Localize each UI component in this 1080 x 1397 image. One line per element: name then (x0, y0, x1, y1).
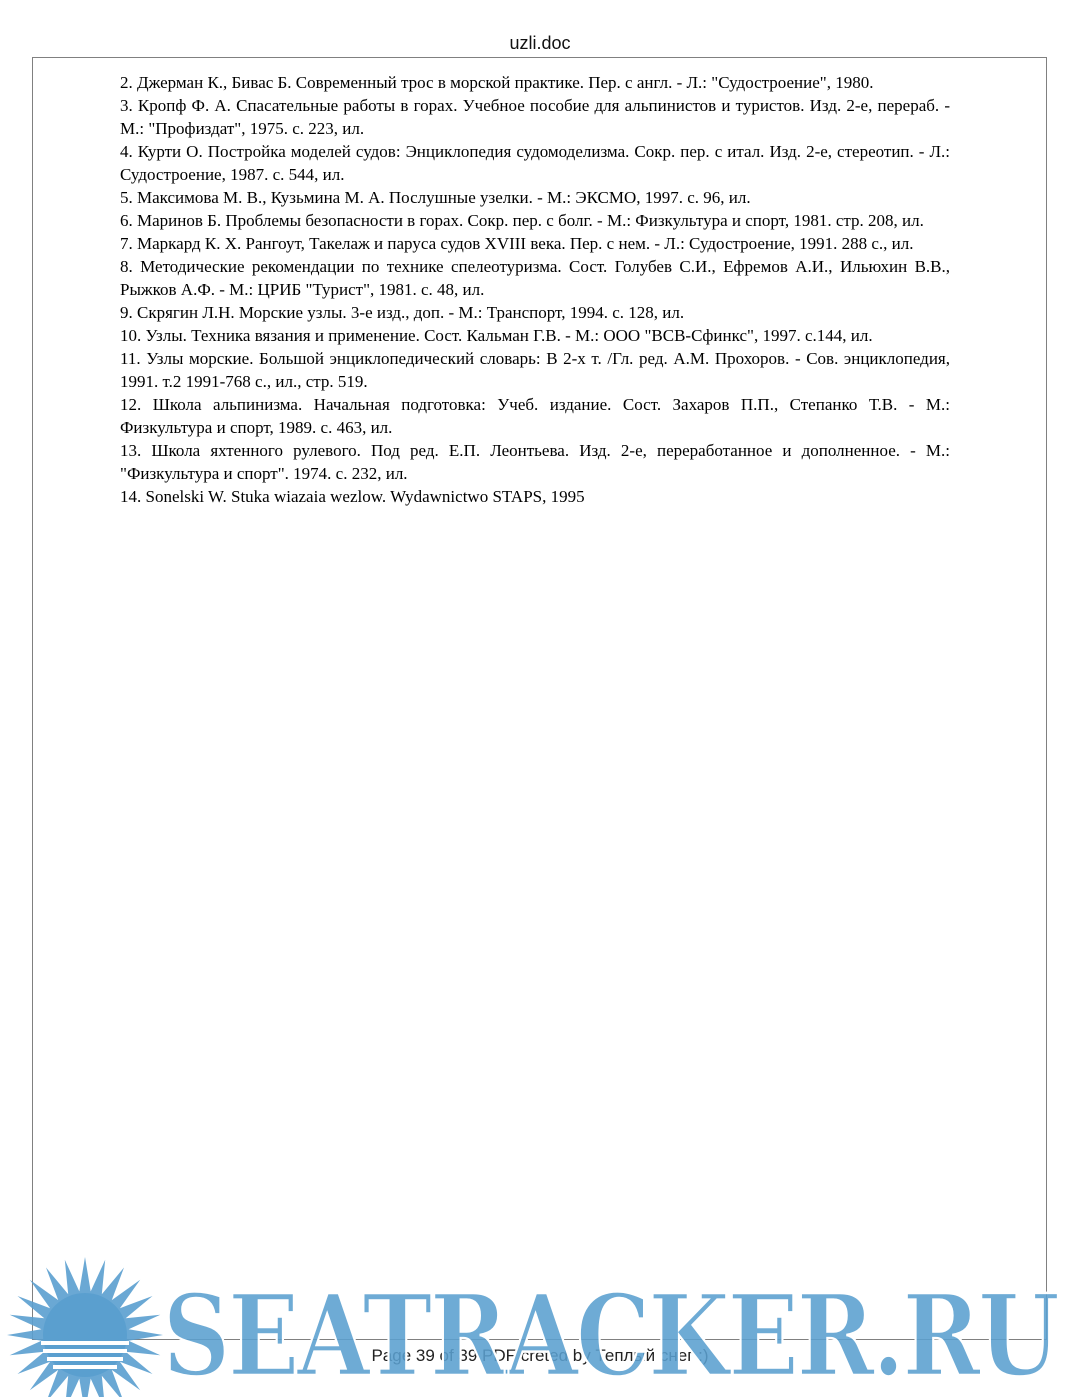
reference-item: 13. Школа яхтенного рулевого. Под ред. Е.П. Леонтьева. Изд. 2-е, переработанное и дополненное. - М.: "Физкультура и спорт". 1974. с. 232, ил. (120, 441, 950, 483)
reference-list (120, 71, 950, 508)
reference-item: 8. Методические рекомендации по технике спелеотуризма. Сост. Голубев С.И., Ефремов А.И., Ильюхин В.В., Рыжков А.Ф. - М.: ЦРИБ "Турист", 1981. с. 48, ил. (120, 257, 950, 299)
reference-item: 2. Джерман К., Бивас Б. Современный трос в морской практике. Пер. с англ. - Л.: "Судостроение", 1980. (120, 73, 874, 92)
reference-item: 10. Узлы. Техника вязания и применение. Сост. Кальман Г.В. - М.: ООО "ВСВ-Сфинкс", 1997. с.144, ил. (120, 326, 873, 345)
reference-item: 9. Скрягин Л.Н. Морские узлы. 3-е изд., доп. - М.: Транспорт, 1994. с. 128, ил. (120, 303, 685, 322)
reference-item: 3. Кропф Ф. А. Спасательные работы в горах. Учебное пособие для альпинистов и туристов. Изд. 2-е, перераб. - М.: "Профиздат", 1975. с. 223, ил. (120, 96, 950, 138)
reference-item: 4. Курти О. Постройка моделей судов: Энциклопедия судомоделизма. Сокр. пер. с итал. Изд. 2-е, стереотип. - Л.: Судостроение, 1987. с. 544, ил. (120, 142, 950, 184)
reference-item: 7. Маркард К. Х. Рангоут, Такелаж и паруса судов XVIII века. Пер. с нем. - Л.: Судостроение, 1991. 288 с., ил. (120, 234, 914, 253)
reference-item: 11. Узлы морские. Большой энциклопедический словарь: В 2-х т. /Гл. ред. А.М. Прохоров. - Сов. энциклопедия, 1991. т.2 1991-768 с., ил., стр. 519. (120, 349, 950, 391)
reference-item: 6. Маринов Б. Проблемы безопасности в горах. Сокр. пер. с болг. - М.: Физкультура и спорт, 1981. стр. 208, ил. (120, 211, 924, 230)
reference-item: 14. Sonelski W. Stuka wiazaia wezlow. Wydawnictwo STAPS, 1995 (120, 487, 585, 506)
watermark-text: SEATRACKER.RU (162, 1271, 1059, 1397)
reference-item: 5. Максимова М. В., Кузьмина М. А. Послушные узелки. - М.: ЭКСМО, 1997. с. 96, ил. (120, 188, 751, 207)
page-footer: Page 39 of 39 PDF creted by Теплый снег :) (371, 1346, 709, 1365)
reference-item: 12. Школа альпинизма. Начальная подготовка: Учеб. издание. Сост. Захаров П.П., Степанко Т.В. - М.: Физкультура и спорт, 1989. с. 463, ил. (120, 395, 950, 437)
document-title: uzli.doc (509, 33, 571, 53)
